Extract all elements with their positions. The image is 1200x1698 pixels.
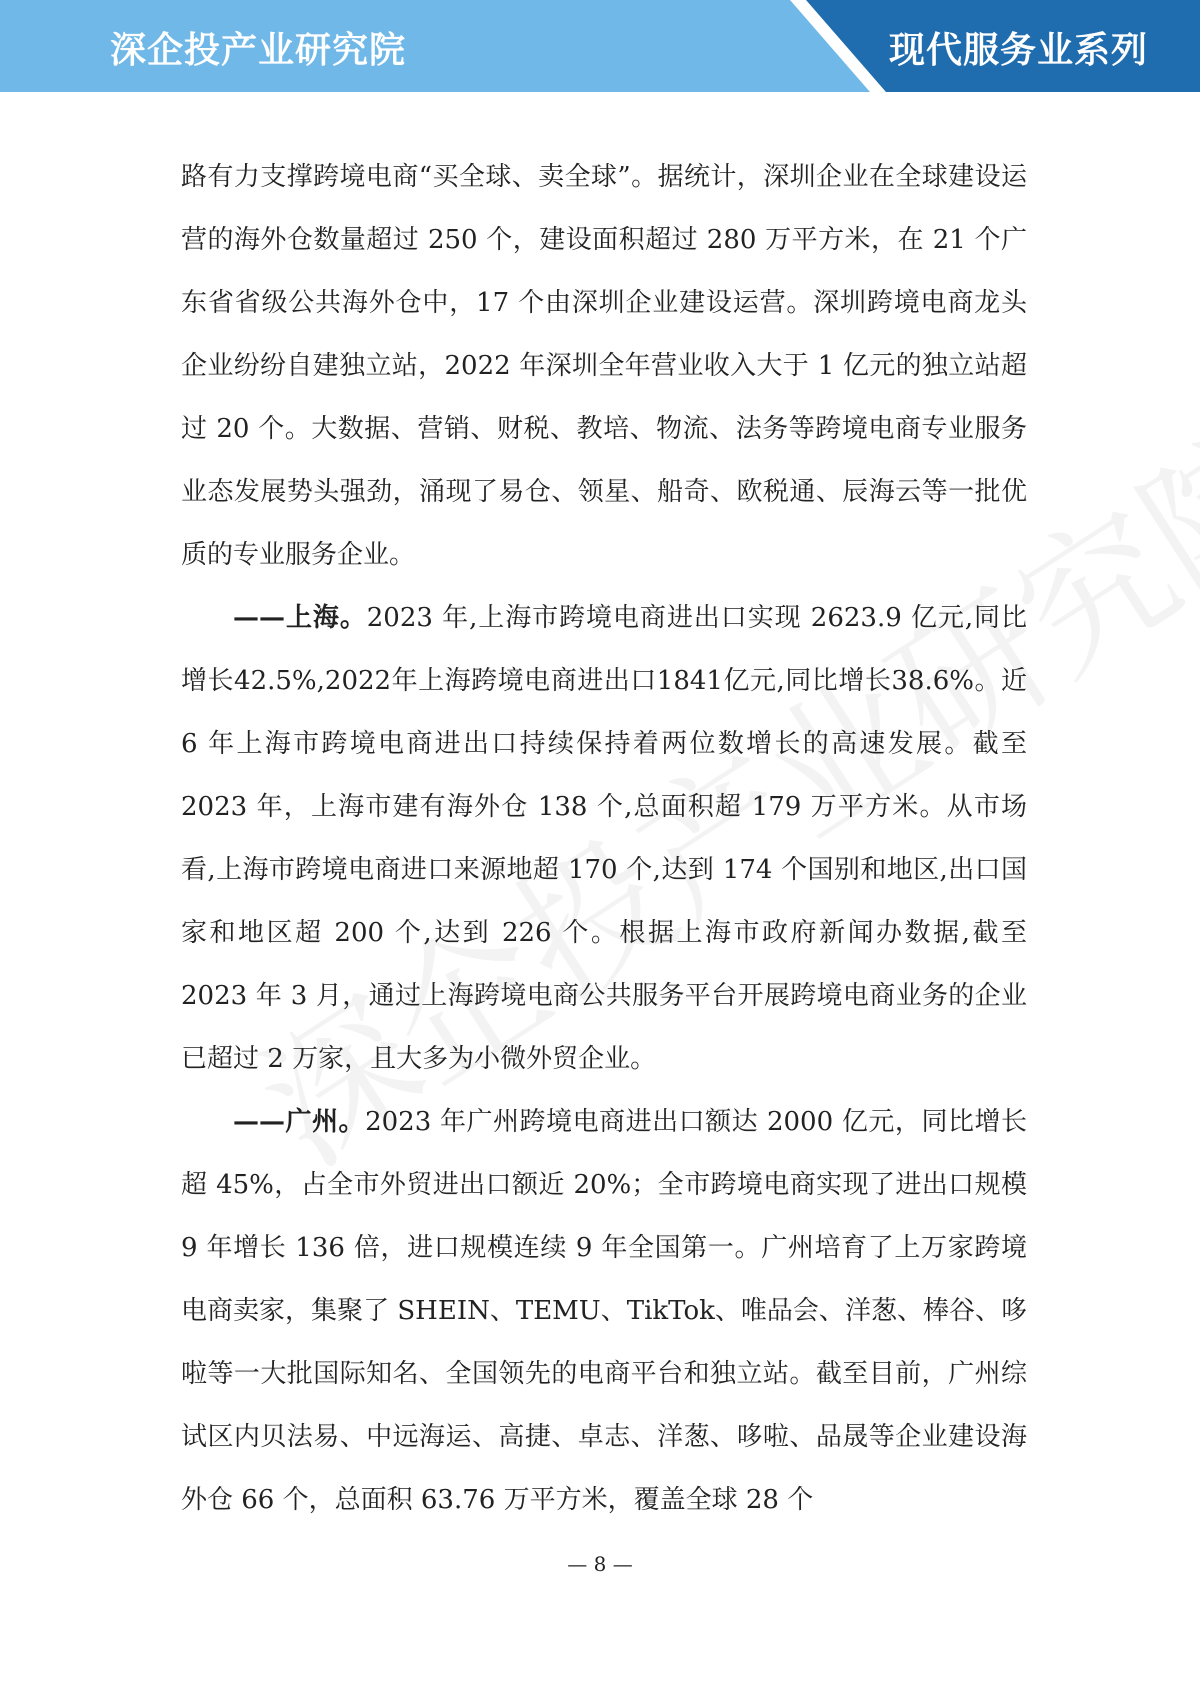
page-header — [0, 0, 1200, 92]
series-title: 现代服务业系列 — [888, 30, 1148, 71]
paragraph-guangzhou — [181, 1091, 1027, 1532]
article-body — [181, 146, 1027, 1532]
paragraph-shenzhen — [181, 146, 1027, 587]
paragraph-text: 2023 年,上海市跨境电商进出口实现 2623.9 亿元,同比增长42.5%,2022年上海跨境电商进出口1841亿元,同比增长38.6%。近 6 年上海市跨境电商进出口持续保持着两位数增长的高速发展。截至 2023 年，上海市建有海外仓 138 个,总面积超 179 万平方米。从市场看,上海市跨境电商进口来源地超 170 个,达到 174 个国别和地区,出口国家和地区超 200 个,达到 226 个。根据上海市政府新闻办数据,截至 2023 年 3 月，通过上海跨境电商公共服务平台开展跨境电商业务的企业已超过 2 万家，且大多为小微外贸企业。 — [181, 603, 1027, 1074]
paragraph-text: 2023 年广州跨境电商进出口额达 2000 亿元，同比增长超 45%，占全市外贸进出口额近 20%；全市跨境电商实现了进出口规模 9 年增长 136 倍，进口规模连续 9 年全国第一。广州培育了上万家跨境电商卖家，集聚了 SHEIN、TEMU、TikTok、唯品会、洋葱、棒谷、哆啦等一大批国际知名、全国领先的电商平台和独立站。截至目前，广州综试区内贝法易、中远海运、高捷、卓志、洋葱、哆啦、品晟等企业建设海外仓 66 个，总面积 63.76 万平方米，覆盖全球 28 个 — [181, 1107, 1027, 1515]
paragraph-lead-guangzhou: ——广州。 — [233, 1107, 366, 1137]
paragraph-text: 路有力支撑跨境电商“买全球、卖全球”。据统计，深圳企业在全球建设运营的海外仓数量超过 250 个，建设面积超过 280 万平方米，在 21 个广东省省级公共海外仓中，17 个由深圳企业建设运营。深圳跨境电商龙头企业纷纷自建独立站，2022 年深圳全年营业收入大于 1 亿元的独立站超过 20 个。大数据、营销、财税、教培、物流、法务等跨境电商专业服务业态发展势头强劲，涌现了易仓、领星、船奇、欧税通、辰海云等一批优质的专业服务企业。 — [181, 162, 1027, 570]
paragraph-shanghai — [181, 587, 1027, 1091]
page-number: — 8 — — [567, 1552, 633, 1576]
paragraph-lead-shanghai: ——上海。 — [233, 603, 367, 633]
institute-title: 深企投产业研究院 — [110, 30, 407, 71]
